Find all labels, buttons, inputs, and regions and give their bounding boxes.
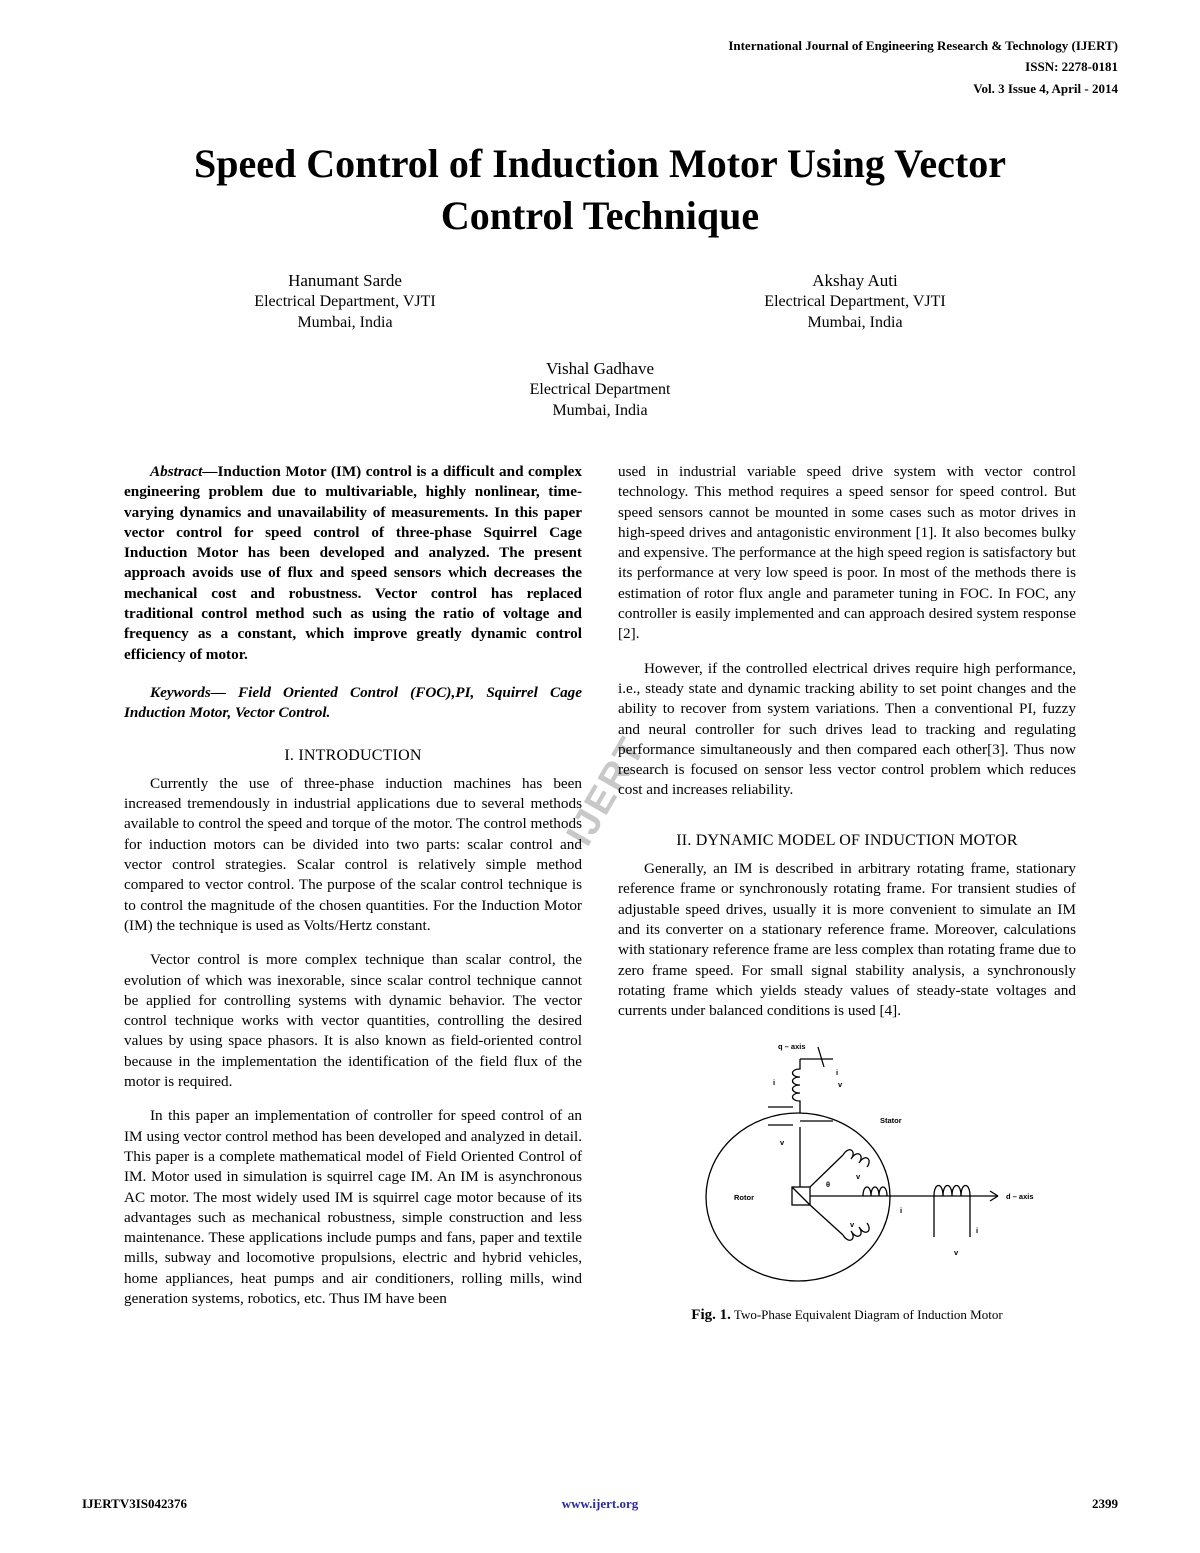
paragraph: used in industrial variable speed drive system with vector control technology. This method requires a speed sensor for speed control. But speed sensors cannot be mounted in some cases such as motor drives in high-speed drives and antagonistic environment [1]. It also becomes bulky and expensive. The performance at the high speed region is satisfactory but its performance at very low speed is poor. In most of the methods there is estimation of rotor flux angle and parameter tuning in FOC. In FOC, any controller is easily implemented and can approach desired system response [2]. [618, 463, 1076, 643]
svg-text:i: i [900, 1206, 903, 1216]
abstract-lead: Abstract— [150, 463, 218, 480]
svg-text:v: v [850, 1220, 855, 1230]
issn: ISSN: 2278-0181 [1025, 59, 1118, 74]
author-dept: Electrical Department, VJTI [254, 293, 436, 310]
paragraph: Generally, an IM is described in arbitrary rotating frame, stationary reference frame or synchronously rotating frame. For transient studies of adjustable speed drives, usually it is more convenient to simulate an IM and its converter on a stationary reference frame. Moreover, calculations with stationary reference frame are less complex than rotating frame due to zero frame speed. For small signal stability analysis, a synchronously rotating frame which yields steady values of steady-state voltages and currents under balanced conditions is used [4]. [618, 860, 1076, 1020]
svg-text:v: v [780, 1138, 785, 1148]
website-link[interactable]: www.ijert.org [561, 1496, 639, 1511]
abstract [124, 462, 582, 665]
author-dept: Electrical Department [529, 381, 671, 398]
abstract-text: Induction Motor (IM) control is a difficult and complex engineering problem due to multivariable, highly nonlinear, time-varying dynamics and unavailability of measurements. In this paper vector control for speed control of three-phase Squirrel Cage Induction Motor has been developed and analyzed. The present approach avoids use of flux and speed sensors which decreases the mechanical cost and robustness. Vector control has replaced traditional control method such as using the ratio of voltage and frequency as a constant, which improve greatly dynamic control efficiency of motor. [124, 463, 582, 663]
author-dept: Electrical Department, VJTI [764, 293, 946, 310]
svg-text:i: i [976, 1226, 979, 1236]
page-number: 2399 [1092, 1496, 1118, 1511]
paragraph: Currently the use of three-phase induction machines has been increased tremendously in industrial applications due to several methods available to control the speed and torque of the motor. The control methods for induction motors can be divided into two parts: scalar control and vector control strategies. Scalar control is relatively simple method compared to vector control. The purpose of the scalar control technique is to control the magnitude of the chosen quantities. For the Induction Motor (IM) the technique is used as Volts/Hertz constant. [124, 774, 582, 934]
motor-diagram-svg [618, 1037, 1076, 1299]
d-axis-inner-coil [863, 1187, 887, 1196]
paper-title-line-2: Control Technique [440, 193, 760, 238]
author-name: Vishal Gadhave [545, 359, 655, 378]
section-heading-dynamic-model: II. DYNAMIC MODEL OF INDUCTION MOTOR [676, 831, 1018, 849]
author-name: Hanumant Sarde [288, 271, 402, 290]
svg-text:v: v [838, 1080, 843, 1090]
paper-title [0, 138, 1200, 242]
figure-caption-text: Two-Phase Equivalent Diagram of Induction Motor [733, 1307, 1003, 1323]
svg-text:i: i [773, 1078, 776, 1088]
author-block-2 [700, 270, 1010, 333]
figure-number: Fig. 1. [691, 1307, 731, 1324]
author-place: Mumbai, India [552, 402, 648, 419]
left-column [124, 462, 582, 1309]
journal-name: International Journal of Engineering Research & Technology (IJERT) [728, 38, 1118, 53]
paragraph: In this paper an implementation of controller for speed control of an IM using vector control method has been developed and analyzed in detail. This paper is a complete mathematical model of Field Oriented Control of IM. Motor used in simulation is squirrel cage IM. An IM is asynchronous AC motor. The most widely used IM is squirrel cage motor because of its advantages such as mechanical robustness, simple construction and less maintenance. These applications include pumps and fans, paper and textile mills, subway and locomotive propulsions, electric and hybrid vehicles, home appliances, heat pumps and air conditioners, rolling mills, wind generation systems, robotics, etc. Thus IM have been [124, 1107, 582, 1307]
q-axis-label: q – axis [778, 1042, 806, 1052]
paper-id: IJERTV3IS042376 [82, 1496, 188, 1511]
author-block-1 [190, 270, 500, 333]
paragraph: Vector control is more complex technique than scalar control, the evolution of which was inexorable, since scalar control technique cannot be applied for controlling systems with dynamic behavior. The vector control technique works with vector quantities, controlling the desired values by using space phasors. It is also known as field-oriented control because in the implementation the identification of the field flux of the motor is required. [124, 951, 582, 1091]
author-block-3 [445, 358, 755, 421]
author-place: Mumbai, India [807, 314, 903, 331]
section-heading-introduction: I. INTRODUCTION [284, 746, 422, 764]
q-axis-coil [793, 1059, 801, 1113]
rotor-label: Rotor [734, 1193, 754, 1203]
author-name: Akshay Auti [812, 271, 898, 290]
keywords: Keywords— Field Oriented Control (FOC),PI, Squirrel Cage Induction Motor, Vector Control. [124, 683, 582, 722]
paper-title-line-1: Speed Control of Induction Motor Using Vector [194, 141, 1006, 186]
paragraph: However, if the controlled electrical drives require high performance, i.e., steady state and dynamic tracking ability to set point changes and the ability to recover from system variations. Then a conventional PI, fuzzy and neural controller for such drives lead to tracking and regulating performance simultaneously and then compared each other[3]. Thus now research is focused on sensor less vector control problem which reduces cost and increases reliability. [618, 659, 1076, 799]
stator-label: Stator [880, 1116, 902, 1126]
rotor-coil-alpha [843, 1150, 869, 1167]
d-axis-outer-coil [934, 1186, 970, 1197]
right-column [618, 462, 1076, 1326]
d-axis-label: d – axis [1006, 1192, 1034, 1202]
svg-text:v: v [856, 1172, 861, 1182]
svg-text:v: v [954, 1248, 959, 1258]
svg-text:θ: θ [826, 1180, 831, 1190]
volume-issue: Vol. 3 Issue 4, April - 2014 [973, 81, 1118, 96]
svg-text:i: i [836, 1068, 839, 1078]
figure-caption [618, 1305, 1076, 1325]
figure-two-phase-diagram [618, 1037, 1076, 1299]
author-place: Mumbai, India [297, 314, 393, 331]
rotor-coil-beta [843, 1223, 869, 1240]
ijert-watermark: IJERT [558, 729, 655, 853]
